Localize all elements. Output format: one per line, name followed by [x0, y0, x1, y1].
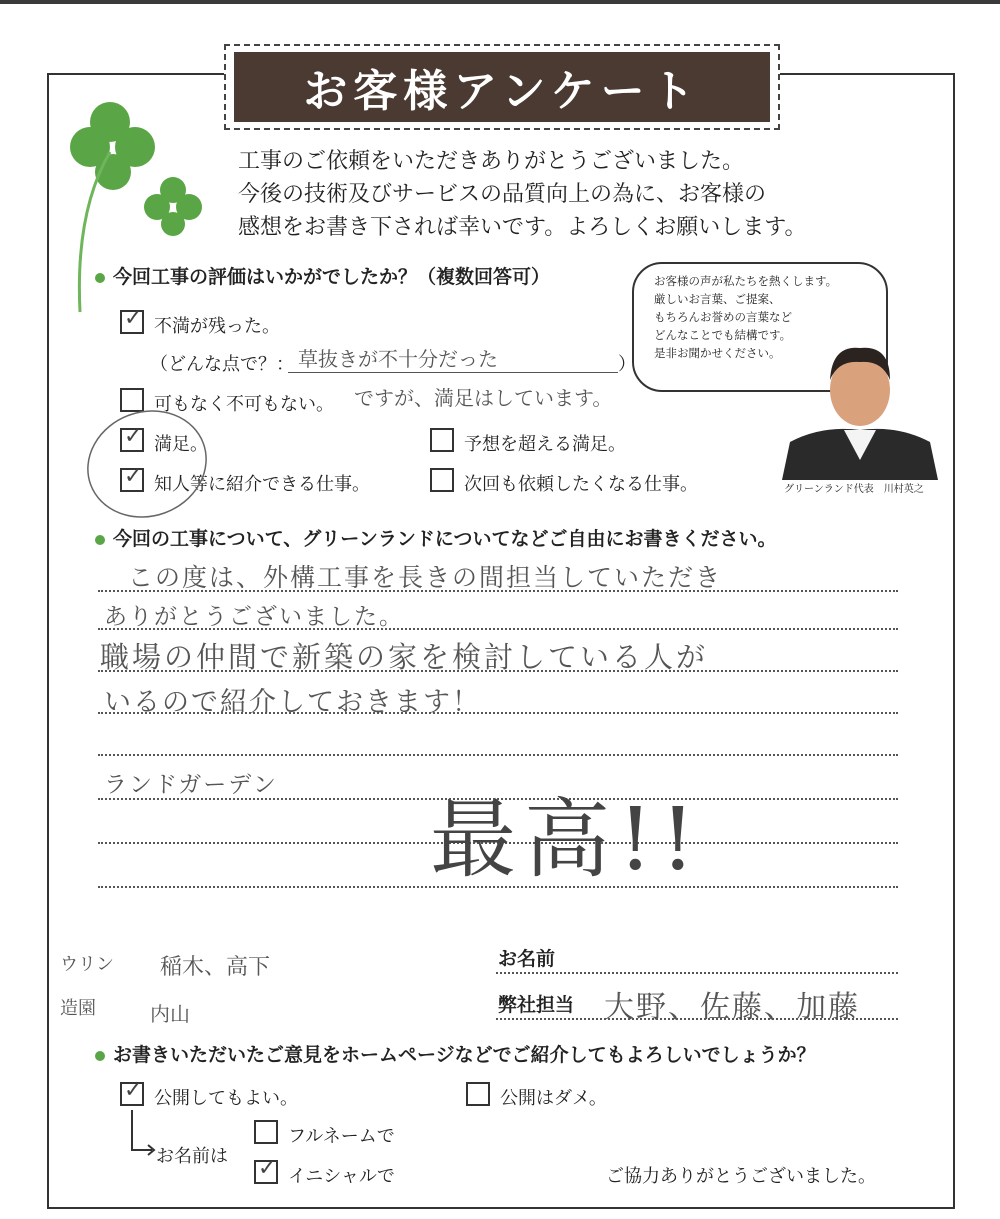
- handwritten-comment-line: 職場の仲間で新築の家を検討している人が: [100, 640, 709, 674]
- label-staff: 弊社担当: [498, 994, 575, 1016]
- handwritten-left-value-1: 稲木、高下: [160, 955, 271, 980]
- intro-line: 今後の技術及びサービスの品質向上の為に、お客様の: [238, 182, 767, 207]
- name-line: [496, 972, 898, 974]
- answer-underline: [288, 372, 618, 373]
- bullet-icon: [95, 1051, 105, 1061]
- label-beyond: 予想を超える満足。: [464, 434, 626, 455]
- checkbox-initial[interactable]: [254, 1156, 278, 1184]
- representative-caption: グリーンランド代表 川村英之: [784, 484, 924, 495]
- label-what-prompt: （どんな点で？：: [150, 354, 294, 375]
- intro-line: 工事のご依頼をいただきありがとうございました。: [238, 149, 745, 174]
- q1-heading-text: 今回工事の評価はいかがでしたか？（複数回答可）: [113, 266, 551, 288]
- handwritten-comment-line: この度は、外構工事を長きの間担当していただき: [128, 563, 723, 592]
- handwritten-left-value-2: 内山: [150, 1002, 190, 1026]
- label-satisfied: 満足。: [154, 434, 208, 455]
- bubble-line: どんなことでも結構です。: [654, 328, 792, 342]
- handwritten-comment-line: ありがとうございました。: [104, 604, 404, 630]
- label-what-close: ）: [618, 354, 636, 375]
- checkbox-publish-ok[interactable]: [120, 1078, 144, 1106]
- hand-drawn-circle: [72, 402, 232, 532]
- staff-line: [496, 1018, 898, 1020]
- handwritten-left-label-1: ウリン: [60, 954, 114, 975]
- bubble-line: お客様の声が私たちを熱くします。: [654, 274, 838, 288]
- handwritten-comment-line: ランドガーデン: [104, 772, 278, 798]
- label-name-as: お名前は: [156, 1146, 228, 1167]
- check-icon: ✓: [124, 1078, 143, 1103]
- q3-heading-text: お書きいただいたご意見をホームページなどでご紹介してもよろしいでしょうか？: [113, 1044, 816, 1066]
- label-publish-no: 公開はダメ。: [500, 1088, 607, 1109]
- label-dissatisfied: 不満が残った。: [154, 316, 280, 337]
- label-recommend: 知人等に紹介できる仕事。: [154, 474, 370, 495]
- bubble-line: もちろんお誉めの言葉など: [654, 310, 792, 324]
- check-icon: ✓: [124, 464, 143, 489]
- label-neutral: 可もなく不可もない。: [154, 394, 334, 415]
- writing-line: [98, 754, 898, 756]
- label-publish-ok: 公開してもよい。: [154, 1088, 298, 1109]
- q1-heading: [95, 262, 550, 289]
- q2-heading: [95, 524, 776, 551]
- bullet-icon: [95, 535, 105, 545]
- label-again: 次回も依頼したくなる仕事。: [464, 474, 698, 495]
- representative-photo: [782, 330, 938, 480]
- checkbox-beyond[interactable]: [430, 428, 454, 452]
- check-icon: ✓: [258, 1156, 277, 1181]
- handwritten-left-label-2: 造園: [60, 998, 96, 1019]
- label-name: お名前: [498, 948, 556, 970]
- bullet-icon: [95, 273, 105, 283]
- page-title: お客様アンケート: [234, 52, 770, 122]
- intro-text: [238, 145, 888, 244]
- bubble-line: 厳しいお言葉、ご提案、: [654, 292, 781, 306]
- bubble-line: 是非お聞かせください。: [654, 346, 781, 360]
- handwritten-comment-line: いるので紹介しておきます！: [104, 687, 481, 718]
- thanks-text: ご協力ありがとうございました。: [606, 1166, 876, 1187]
- check-icon: ✓: [124, 424, 143, 449]
- top-border: [0, 0, 1000, 4]
- label-initial: イニシャルで: [288, 1166, 395, 1187]
- handwritten-staff-names: 大野、佐藤、加藤: [604, 990, 860, 1025]
- intro-line: 感想をお書き下されば幸いです。よろしくお願いします。: [238, 215, 807, 240]
- checkbox-full-name[interactable]: [254, 1120, 278, 1144]
- arrow-icon: [126, 1110, 158, 1160]
- q2-heading-text: 今回の工事について、グリーンランドについてなどご自由にお書きください。: [113, 528, 777, 550]
- label-full-name: フルネームで: [288, 1126, 395, 1147]
- checkbox-dissatisfied[interactable]: [120, 306, 144, 334]
- checkbox-publish-no[interactable]: [466, 1082, 490, 1106]
- handwritten-comment-line: 最高!!: [430, 790, 704, 890]
- handwritten-neutral-note: ですが、満足はしています。: [354, 386, 613, 410]
- check-icon: ✓: [124, 306, 143, 331]
- title-banner: [224, 44, 780, 130]
- q3-heading: [95, 1040, 816, 1067]
- handwritten-what-answer: 草抜きが不十分だった: [298, 347, 498, 371]
- checkbox-again[interactable]: [430, 468, 454, 492]
